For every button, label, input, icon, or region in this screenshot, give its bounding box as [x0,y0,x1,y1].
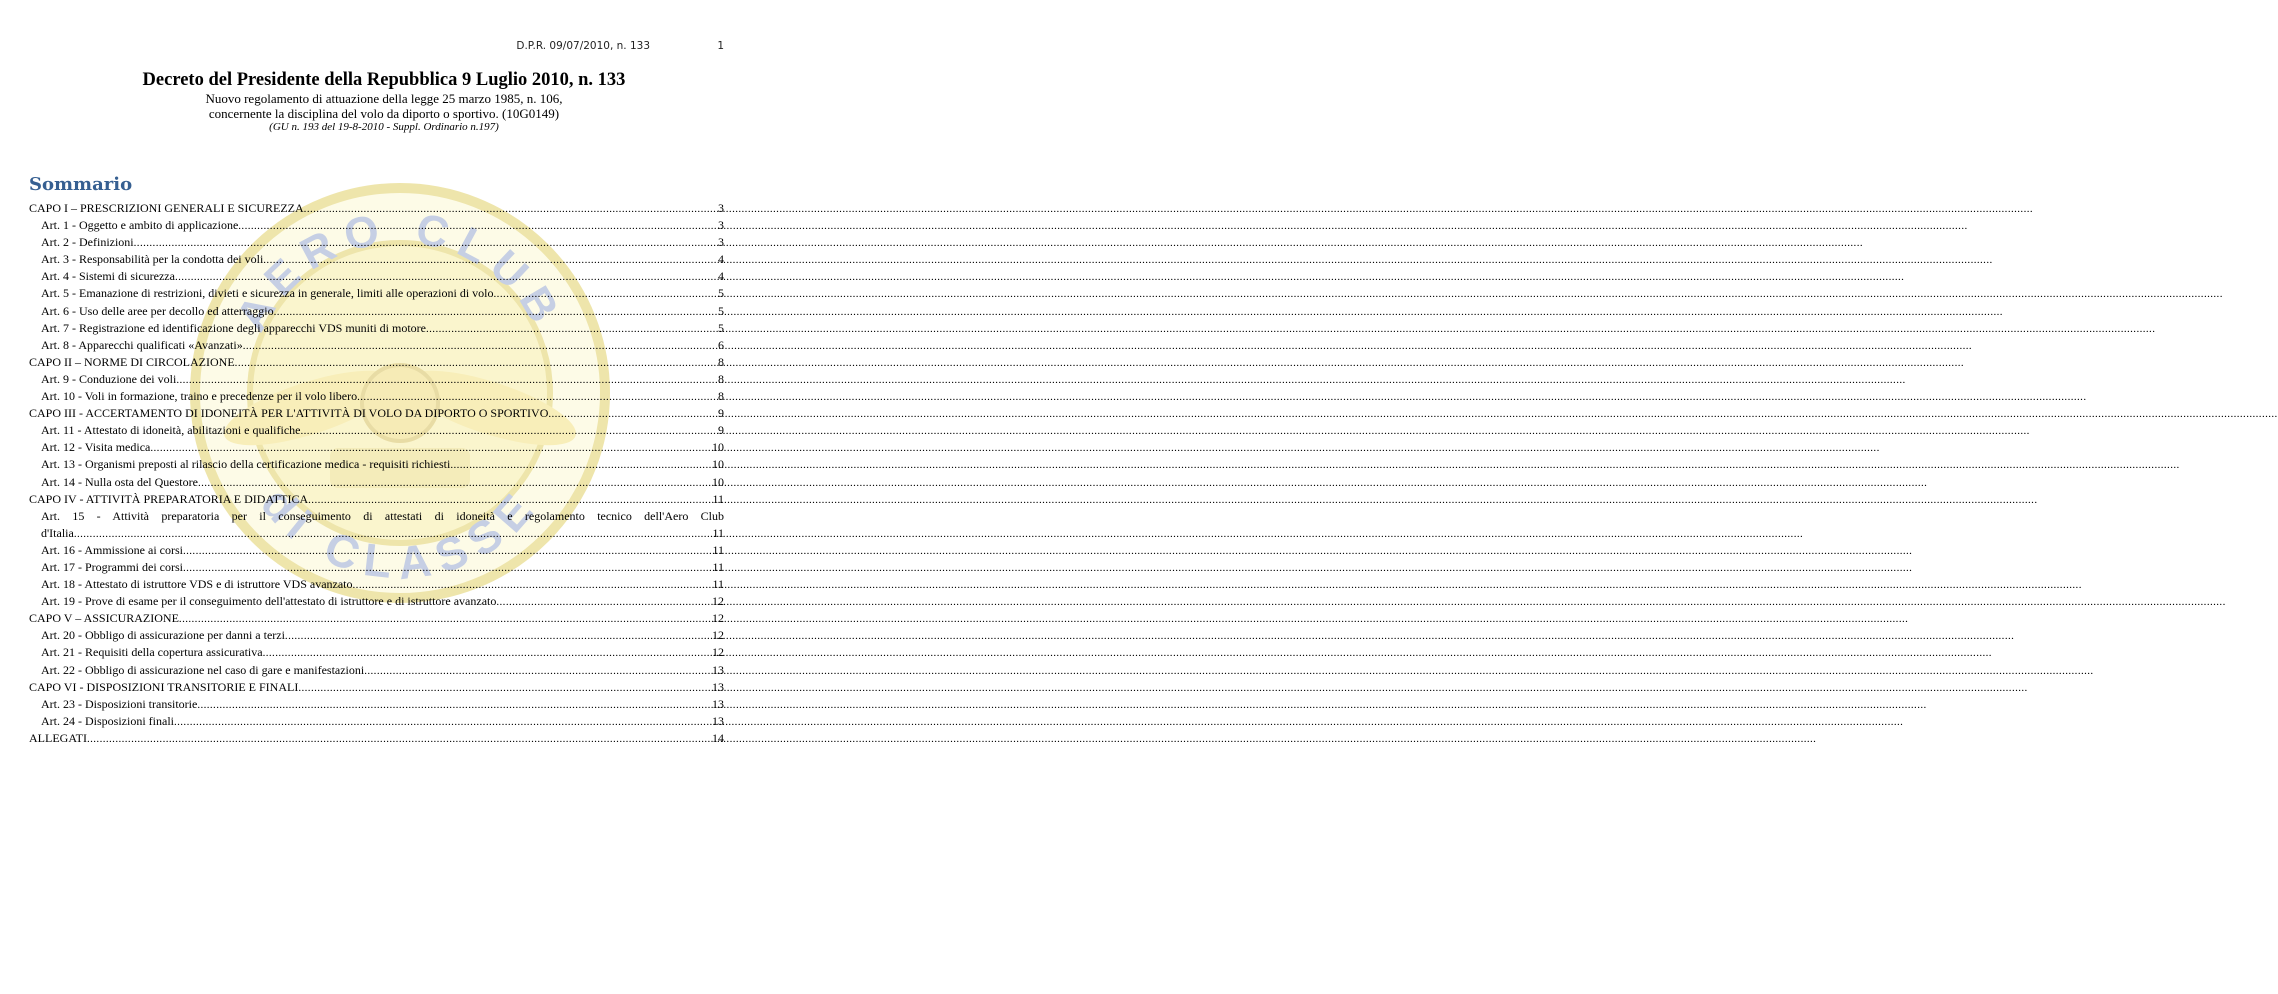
toc-entry-art-8[interactable] [29,337,724,354]
document-title-block [0,69,768,134]
toc-entry-page: 13 [712,696,724,711]
toc-entry-capo-1[interactable] [29,200,724,217]
toc-entry-title: Art. 10 - Voli in formazione, traino e precedenze per il volo libero [41,389,358,404]
toc-entry-capo-2[interactable] [29,354,724,371]
toc-entry-page: 13 [712,662,724,677]
toc-entry-art-7[interactable] [29,320,724,337]
toc-entry-page: 11 [712,542,724,557]
toc-entry-title: d'Italia [41,525,74,540]
toc-entry-title: CAPO V – ASSICURAZIONE [29,611,179,626]
toc-entry-title: Art. 18 - Attestato di istruttore VDS e di istruttore VDS avanzato [41,577,353,592]
running-title: D.P.R. 09/07/2010, n. 133 [516,40,650,52]
toc-entry-title: Art. 5 - Emanazione di restrizioni, divieti e sicurezza in generale, limiti alle operazioni di volo [41,286,494,301]
toc-entry-art-14[interactable] [29,474,724,491]
toc-entry-art-6[interactable] [29,303,724,320]
emblem-top-text: AERO CLUB [226,203,574,340]
toc-entry-page: 5 [718,320,724,335]
toc-entry-page: 11 [712,577,724,592]
toc-entry-page: 12 [712,628,724,643]
toc-entry-title: Art. 21 - Requisiti della copertura assicurativa [41,645,263,660]
toc-entry-page: 4 [718,252,724,267]
toc-entry-title: Art. 11 - Attestato di idoneità, abilitazioni e qualifiche [41,423,301,438]
toc-entry-title: Art. 3 - Responsabilità per la condotta dei voli [41,252,264,267]
toc-entry-art-24[interactable] [29,713,724,730]
toc-entry-title: CAPO II – NORME DI CIRCOLAZIONE [29,354,235,369]
toc-entry-title: Art. 19 - Prove di esame per il conseguimento dell'attestato di istruttore e di istruttore avanzato [41,594,497,609]
toc-entry-page: 10 [712,457,724,472]
toc-entry-page: 3 [718,235,724,250]
document-title: Decreto del Presidente della Repubblica 9 Luglio 2010, n. 133 [142,70,626,90]
toc-entry-art-21[interactable] [29,644,724,661]
toc-entry-art-1[interactable] [29,217,724,234]
toc-entry-art-16[interactable] [29,542,724,559]
toc-entry-page: 14 [712,730,724,745]
toc-entry-allegati[interactable] [29,730,724,747]
toc-entry-title: Art. 14 - Nulla osta del Questore [41,474,198,489]
gazette-reference: (GU n. 193 del 19-8-2010 - Suppl. Ordinario n.197) [269,121,499,133]
toc-entry-capo-6[interactable] [29,679,724,696]
document-subtitle-line1: Nuovo regolamento di attuazione della legge 25 marzo 1985, n. 106, [205,91,563,106]
toc-entry-page: 12 [712,611,724,626]
toc-entry-page: 3 [718,201,724,215]
toc-entry-art-12[interactable] [29,439,724,456]
toc-entry-art-15-line1[interactable]: Art. 15 - Attività preparatoria per il conseguimento di attestati di idoneità e regolamento tecnico dell'Aero Club [41,508,724,523]
toc-entry-title: CAPO VI - DISPOSIZIONI TRANSITORIE E FINALI [29,679,299,694]
toc-entry-page: 11 [712,559,724,574]
toc-entry-page: 3 [718,218,724,233]
toc-entry-art-3[interactable] [29,251,724,268]
table-of-contents [29,200,724,747]
toc-entry-title: Art. 24 - Disposizioni finali [41,713,174,728]
toc-entry-title: Art. 9 - Conduzione dei voli [41,371,177,386]
toc-entry-title: CAPO IV - ATTIVITÀ PREPARATORIA E DIDATTICA [29,491,309,506]
toc-entry-art-23[interactable] [29,696,724,713]
toc-entry-page: 5 [718,303,724,318]
toc-entry-art-20[interactable] [29,627,724,644]
toc-entry-title: Art. 20 - Obbligo di assicurazione per danni a terzi [41,628,285,643]
toc-entry-page: 8 [718,389,724,404]
toc-entry-title: Art. 22 - Obbligo di assicurazione nel caso di gare e manifestazioni [41,662,365,677]
toc-entry-title: Art. 4 - Sistemi di sicurezza [41,269,175,284]
toc-entry-page: 11 [712,491,724,506]
toc-entry-page: 6 [718,337,724,352]
toc-entry-title: Art. 16 - Ammissione ai corsi [41,542,183,557]
toc-entry-title: Art. 2 - Definizioni [41,235,134,250]
toc-entry-art-19[interactable] [29,593,724,610]
toc-entry-art-10[interactable] [29,388,724,405]
toc-entry-page: 8 [718,371,724,386]
toc-entry-art-15[interactable] [29,525,724,542]
toc-entry-title: Art. 12 - Visita medica [41,440,151,455]
toc-entry-capo-5[interactable] [29,610,724,627]
toc-entry-title: Art. 6 - Uso delle aree per decollo ed atterraggio [41,303,274,318]
toc-entry-title: Art. 1 - Oggetto e ambito di applicazione [41,218,239,233]
toc-entry-title: Art. 17 - Programmi dei corsi [41,559,183,574]
emblem-bottom-text: di CLASSE [251,476,549,590]
toc-entry-art-11[interactable] [29,422,724,439]
toc-entry-page: 9 [718,406,724,421]
toc-entry-page: 5 [718,286,724,301]
toc-entry-art-18[interactable] [29,576,724,593]
document-subtitle-line2: concernente la disciplina del volo da diporto o sportivo. (10G0149) [208,106,560,121]
toc-entry-art-17[interactable] [29,559,724,576]
summary-heading: Sommario [29,174,133,195]
toc-entry-page: 10 [712,440,724,455]
toc-entry-art-13[interactable] [29,456,724,473]
toc-entry-title: CAPO I – PRESCRIZIONI GENERALI E SICUREZZA [29,201,304,215]
toc-entry-page: 13 [712,713,724,728]
toc-entry-art-22[interactable] [29,662,724,679]
toc-entry-page: 12 [712,594,724,609]
toc-entry-page: 10 [712,474,724,489]
toc-entry-capo-3[interactable] [29,405,724,422]
page-number: 1 [717,40,724,52]
toc-entry-art-4[interactable] [29,268,724,285]
toc-entry-title: CAPO III - ACCERTAMENTO DI IDONEITÀ PER L'ATTIVITÀ DI VOLO DA DIPORTO O SPORTIVO [29,406,549,421]
toc-entry-page: 11 [712,525,724,540]
page-header [0,40,768,60]
toc-entry-art-9[interactable] [29,371,724,388]
toc-entry-title: Art. 7 - Registrazione ed identificazione degli apparecchi VDS muniti di motore [41,320,426,335]
toc-entry-title: Art. 8 - Apparecchi qualificati «Avanzati» [41,337,243,352]
toc-entry-page: 4 [718,269,724,284]
toc-entry-page: 13 [712,679,724,694]
toc-entry-title: ALLEGATI [29,730,87,745]
toc-entry-capo-4[interactable] [29,491,724,508]
toc-entry-art-5[interactable] [29,285,724,302]
toc-entry-page: 8 [718,354,724,369]
toc-entry-page: 9 [718,423,724,438]
toc-entry-title: Art. 23 - Disposizioni transitorie [41,696,198,711]
toc-entry-title: Art. 13 - Organismi preposti al rilascio della certificazione medica - requisiti richiesti [41,457,451,472]
toc-entry-art-2[interactable] [29,234,724,251]
toc-entry-page: 12 [712,645,724,660]
